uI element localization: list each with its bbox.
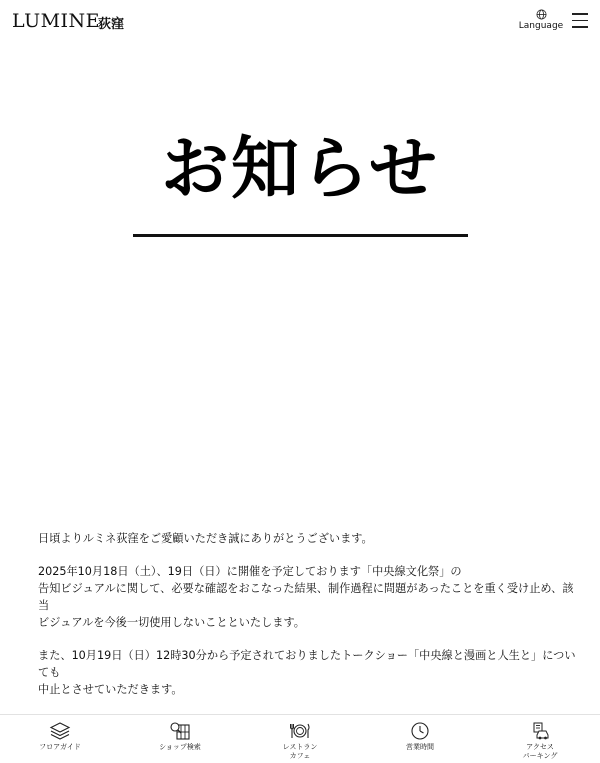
nav-restaurant-cafe[interactable] [240, 715, 360, 763]
nav-restaurant-label-line-1: レストラン [282, 743, 318, 751]
nav-floor-guide[interactable] [0, 715, 120, 763]
nav-business-hours[interactable] [360, 715, 480, 763]
restaurant-icon [289, 721, 311, 741]
notice-paragraph-2-line-1: また、10月19日（日）12時30分から予定されておりましたトークショー「中央線と漫画と人生と」についても [38, 649, 576, 679]
nav-restaurant-label-line-2: カフェ [289, 752, 311, 760]
page-title: お知らせ [161, 130, 439, 209]
layers-icon [49, 721, 71, 741]
shop-search-icon [169, 721, 191, 741]
lumine-logo[interactable]: LUMINE [12, 10, 101, 32]
language-label: Language [518, 21, 564, 31]
nav-business-hours-label: 営業時間 [406, 743, 434, 751]
store-name[interactable]: 荻窪 [98, 17, 125, 32]
notice-paragraph-1-line-2: 告知ビジュアルに関して、必要な確認をおこなった結果、制作過程に問題があったことを重く受け止め、該当 [38, 582, 574, 612]
notice-greeting: 日頃よりルミネ荻窪をご愛顧いただき誠にありがとうございます。 [38, 532, 373, 545]
nav-restaurant-cafe-label [240, 743, 360, 761]
clock-icon [409, 721, 431, 741]
site-header [0, 0, 600, 44]
nav-shop-search-label: ショップ検索 [159, 743, 201, 751]
nav-access-parking-label [480, 743, 600, 761]
globe-icon [536, 9, 547, 20]
nav-access-label-line-2: パーキング [522, 752, 558, 760]
nav-shop-search[interactable] [120, 715, 240, 763]
bottom-nav [0, 714, 600, 763]
notice-paragraph-2-line-2: 中止とさせていただきます。 [38, 683, 183, 696]
notice-paragraph-1-line-1: 2025年10月18日（土）、19日（日）に開催を予定しております「中央線文化祭」の [38, 565, 462, 578]
notice-paragraph-2 [38, 647, 578, 698]
notice-paragraph-1-line-3: ビジュアルを今後一切使用しないことといたします。 [38, 616, 305, 629]
nav-access-label-line-1: アクセス [526, 743, 554, 751]
nav-floor-guide-label: フロアガイド [39, 743, 81, 751]
title-underline [133, 234, 468, 237]
car-icon [529, 721, 551, 741]
notice-paragraph-1 [38, 563, 578, 631]
nav-access-parking[interactable] [480, 715, 600, 763]
language-button[interactable] [518, 9, 564, 31]
hamburger-menu-icon[interactable] [572, 13, 588, 28]
